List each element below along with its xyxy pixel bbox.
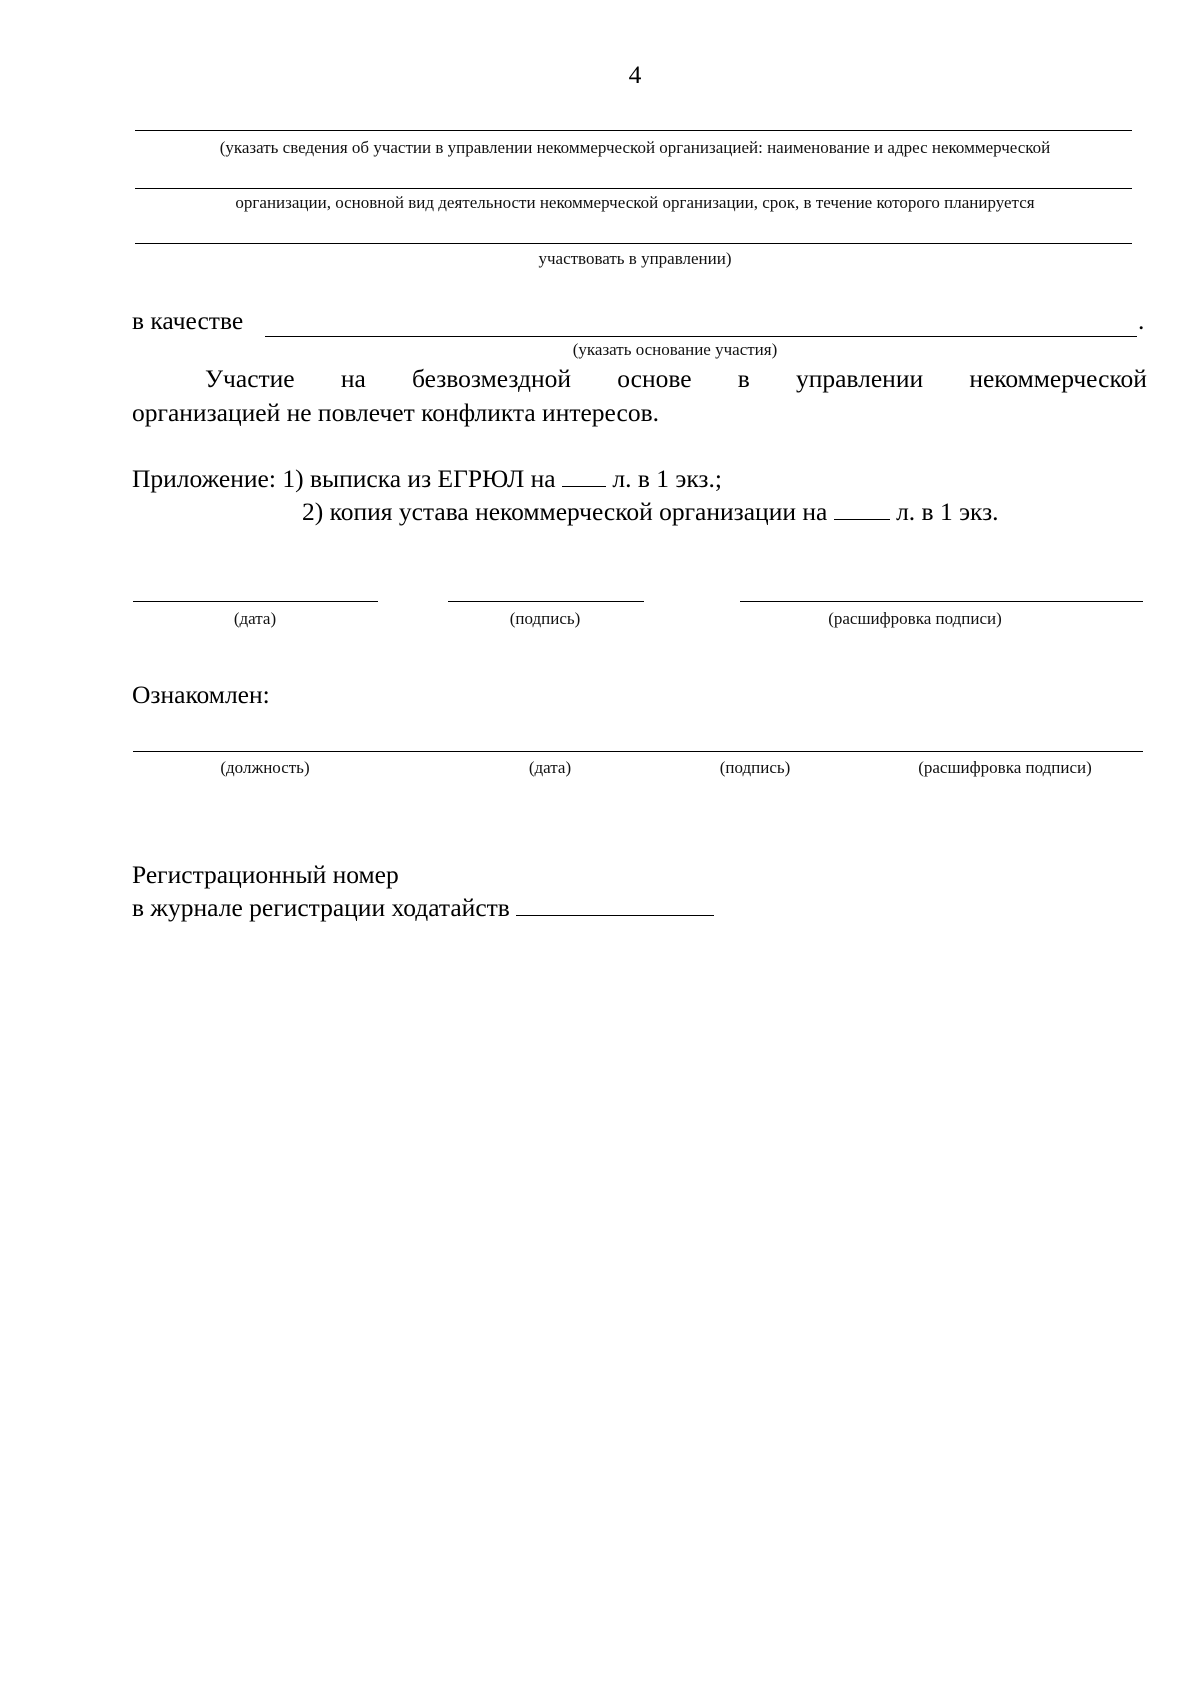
- statement-word: некоммерческой: [969, 364, 1147, 393]
- attachment-item-2-prefix: 2) копия устава некоммерческой организации на: [302, 497, 828, 526]
- statement-word: Участие: [205, 364, 295, 393]
- ack-date-caption: (дата): [528, 758, 572, 777]
- capacity-label: в качестве: [132, 306, 244, 335]
- page-number: 4: [628, 60, 642, 89]
- attachment-item-2-blank: [834, 499, 890, 520]
- statement-word: на: [340, 364, 366, 393]
- date-line: [133, 601, 378, 602]
- statement-line-1: [205, 364, 1147, 394]
- info-line-2: [135, 188, 1132, 189]
- statement-word: в: [737, 364, 750, 393]
- decoding-caption: (расшифровка подписи): [828, 609, 1002, 628]
- attachment-item-2-suffix: л. в 1 экз.: [896, 497, 999, 526]
- decoding-line: [740, 601, 1143, 602]
- attachment-item-1-suffix: л. в 1 экз.;: [612, 464, 722, 493]
- capacity-line: [265, 336, 1137, 337]
- info-caption-1: (указать сведения об участии в управлении некоммерческой организацией: наименование и адрес некоммерческой: [219, 138, 1051, 157]
- registration-line-2: [132, 893, 714, 923]
- statement-line-2: организацией не повлечет конфликта интересов.: [132, 398, 659, 427]
- attachment-label: Приложение:: [132, 464, 276, 493]
- acknowledged-label: Ознакомлен:: [132, 680, 270, 709]
- registration-label: в журнале регистрации ходатайств: [132, 893, 510, 922]
- attachment-item-1-blank: [562, 466, 606, 487]
- ack-decoding-caption: (расшифровка подписи): [918, 758, 1092, 777]
- registration-line-1: Регистрационный номер: [132, 860, 399, 889]
- registration-number-blank: [516, 895, 714, 916]
- date-caption: (дата): [233, 609, 277, 628]
- statement-word: управлении: [795, 364, 924, 393]
- ack-signature-caption: (подпись): [719, 758, 791, 777]
- info-caption-2: организации, основной вид деятельности некоммерческой организации, срок, в течение которого планируется: [235, 193, 1035, 212]
- info-caption-3: участвовать в управлении): [538, 249, 732, 268]
- info-line-1: [135, 130, 1132, 131]
- attachment-item-1: [132, 464, 722, 494]
- attachment-item-2: [302, 497, 999, 527]
- capacity-caption: (указать основание участия): [572, 340, 778, 359]
- acknowledged-line: [133, 751, 1143, 752]
- signature-line: [448, 601, 644, 602]
- signature-caption: (подпись): [509, 609, 581, 628]
- position-caption: (должность): [220, 758, 310, 777]
- info-line-3: [135, 243, 1132, 244]
- statement-word: безвозмездной: [411, 364, 572, 393]
- statement-word: основе: [617, 364, 692, 393]
- capacity-end-mark: .: [1138, 306, 1145, 335]
- attachment-item-1-prefix: 1) выписка из ЕГРЮЛ на: [282, 464, 556, 493]
